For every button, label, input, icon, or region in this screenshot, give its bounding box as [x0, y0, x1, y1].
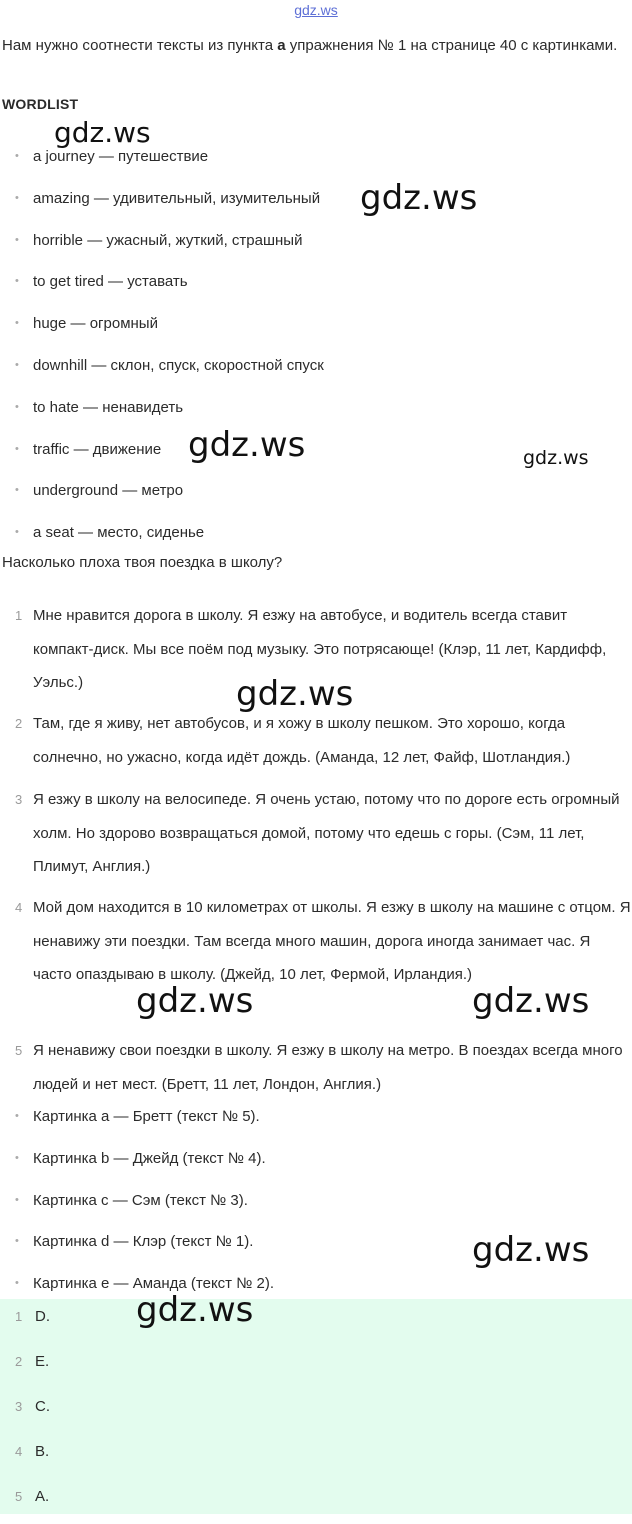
wordlist-item: • horrible — ужасный, жуткий, страшный — [0, 220, 632, 262]
wordlist-item: • a journey — путешествие — [0, 136, 632, 178]
text-number: 5 — [15, 1043, 23, 1058]
watermark: gdz.ws — [360, 178, 478, 218]
intro-paragraph — [2, 30, 622, 61]
answer-number: 2 — [15, 1354, 23, 1369]
watermark: gdz.ws — [472, 1230, 590, 1270]
picture-item: • Картинка b — Джейд (текст № 4). — [0, 1138, 632, 1180]
text-number: 3 — [15, 792, 23, 807]
picture-item: • Картинка d — Клэр (текст № 1). — [0, 1221, 632, 1263]
picture-item: • Картинка a — Бретт (текст № 5). — [0, 1096, 632, 1138]
text-body: Там, где я живу, нет автобусов, и я хожу в школу пешком. Это хорошо, когда солнечно, но ужасно, когда идёт дождь. (Аманда, 12 лет, Файф, Шотландия.) — [33, 715, 571, 766]
watermark: gdz.ws — [236, 674, 354, 714]
text-body: Я ненавижу свои поездки в школу. Я езжу в школу на метро. В поездах всегда много людей и нет мест. (Бретт, 11 лет, Лондон, Англия.) — [33, 1042, 623, 1093]
question-heading: Насколько плоха твоя поездка в школу? — [2, 554, 283, 571]
answer-value: C. — [35, 1398, 50, 1415]
picture-item: • Картинка e — Аманда (текст № 2). — [0, 1263, 632, 1305]
watermark: gdz.ws — [54, 116, 151, 149]
site-link[interactable]: gdz.ws — [294, 2, 338, 18]
wordlist-item: • to hate — ненавидеть — [0, 387, 632, 429]
intro-text-end: упражнения № 1 на странице 40 с картинками. — [285, 37, 618, 54]
text-number: 1 — [15, 608, 23, 623]
wordlist-item: • a seat — место, сиденье — [0, 512, 632, 554]
intro-bold-letter: а — [277, 37, 286, 54]
wordlist-item: • amazing — удивительный, изумительный — [0, 178, 632, 220]
wordlist-item: • traffic — движение — [0, 429, 632, 471]
watermark: gdz.ws — [523, 447, 589, 469]
answer-value: E. — [35, 1353, 50, 1370]
watermark: gdz.ws — [136, 1290, 254, 1330]
answer-number: 5 — [15, 1489, 23, 1504]
wordlist-item: • downhill — склон, спуск, скоростной спуск — [0, 345, 632, 387]
text-body: Мне нравится дорога в школу. Я езжу на автобусе, и водитель всегда ставит компакт-диск. Мы все поём под музыку. Это потрясающе! (Клэр, 11 лет, Кардифф, Уэльс.) — [33, 607, 607, 691]
wordlist-item: • to get tired — уставать — [0, 261, 632, 303]
picture-item: • Картинка c — Сэм (текст № 3). — [0, 1180, 632, 1222]
answer-value: D. — [35, 1308, 50, 1325]
wordlist-item: • huge — огромный — [0, 303, 632, 345]
answer-number: 4 — [15, 1444, 23, 1459]
answer-row — [0, 1479, 632, 1524]
answers-block — [0, 1299, 632, 1514]
watermark: gdz.ws — [136, 981, 254, 1021]
intro-text: Нам нужно соотнести тексты из пункта — [2, 37, 278, 54]
watermark: gdz.ws — [188, 425, 306, 465]
answer-value: B. — [35, 1443, 50, 1460]
text-body: Мой дом находится в 10 километрах от школы. Я езжу в школу на машине с отцом. Я ненавижу эти поездки. Там всегда много машин, дорога иногда занимает час. Я часто опаздываю в школу. (Джейд, 10 лет, Фермой, Ирландия.) — [33, 899, 631, 983]
answer-value: A. — [35, 1488, 50, 1505]
watermark: gdz.ws — [472, 981, 590, 1021]
answer-row — [0, 1299, 632, 1344]
answer-row — [0, 1344, 632, 1389]
text-body: Я езжу в школу на велосипеде. Я очень устаю, потому что по дороге есть огромный холм. Но здорово возвращаться домой, потому что едешь с горы. (Сэм, 11 лет, Плимут, Англия.) — [33, 791, 620, 875]
answer-row — [0, 1389, 632, 1434]
answer-number: 1 — [15, 1309, 23, 1324]
text-number: 2 — [15, 716, 23, 731]
text-number: 4 — [15, 900, 23, 915]
pictures-list — [0, 1096, 632, 1305]
answer-number: 3 — [15, 1399, 23, 1414]
wordlist-item: • underground — метро — [0, 470, 632, 512]
answer-row — [0, 1434, 632, 1479]
wordlist-heading: WORDLIST — [2, 96, 79, 112]
wordlist — [0, 136, 632, 554]
